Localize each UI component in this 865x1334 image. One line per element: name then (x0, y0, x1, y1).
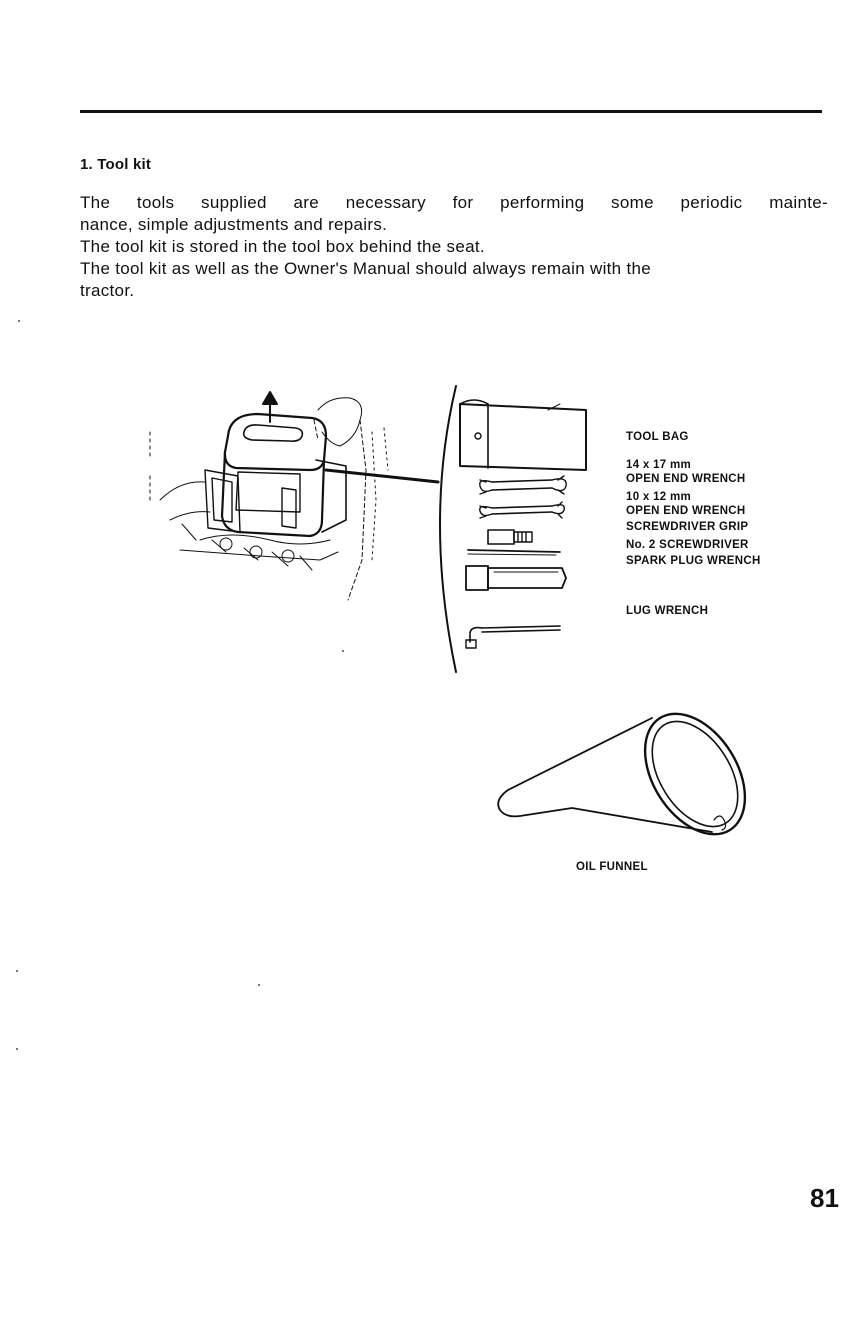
wrench-14x17-size-label: 14 x 17 mm (626, 459, 692, 471)
scan-speck (258, 984, 260, 986)
spark-plug-wrench-label: SPARK PLUG WRENCH (626, 555, 761, 567)
open-end-wrench-10x12-drawing (480, 502, 565, 518)
screwdriver-label: No. 2 SCREWDRIVER (626, 539, 749, 551)
scan-speck (16, 970, 18, 972)
tractor-tool-box-drawing (150, 386, 456, 672)
wrench-14x17-name-label: OPEN END WRENCH (626, 473, 746, 485)
screwdriver-grip-label: SCREWDRIVER GRIP (626, 521, 749, 533)
screwdriver-drawing (468, 550, 560, 555)
paragraph-line-2: nance, simple adjustments and repairs. (80, 215, 388, 234)
paragraph-line-3: The tool kit is stored in the tool box behind the seat. (80, 237, 485, 256)
paragraph-line-4: The tool kit as well as the Owner's Manual should always remain with the (80, 259, 651, 278)
open-end-wrench-14x17-drawing (480, 476, 566, 494)
scan-speck (342, 650, 344, 652)
paragraph-line-1: The tools supplied are necessary for performing some periodic mainte- (80, 193, 828, 212)
scan-speck (18, 320, 20, 322)
tool-bag-label: TOOL BAG (626, 431, 689, 443)
wrench-10x12-size-label: 10 x 12 mm (626, 491, 692, 503)
paragraph-line-5: tractor. (80, 281, 135, 300)
oil-funnel-drawing (498, 696, 765, 852)
page-number: 81 (810, 1183, 839, 1213)
screwdriver-grip-drawing (488, 530, 532, 544)
oil-funnel-label: OIL FUNNEL (576, 861, 648, 873)
lug-wrench-label: LUG WRENCH (626, 605, 709, 617)
tool-bag-drawing (460, 400, 586, 470)
wrench-10x12-name-label: OPEN END WRENCH (626, 505, 746, 517)
spark-plug-wrench-drawing (466, 566, 566, 590)
scan-speck (16, 1048, 18, 1050)
lug-wrench-drawing (466, 626, 560, 648)
section-heading: 1. Tool kit (80, 156, 152, 173)
